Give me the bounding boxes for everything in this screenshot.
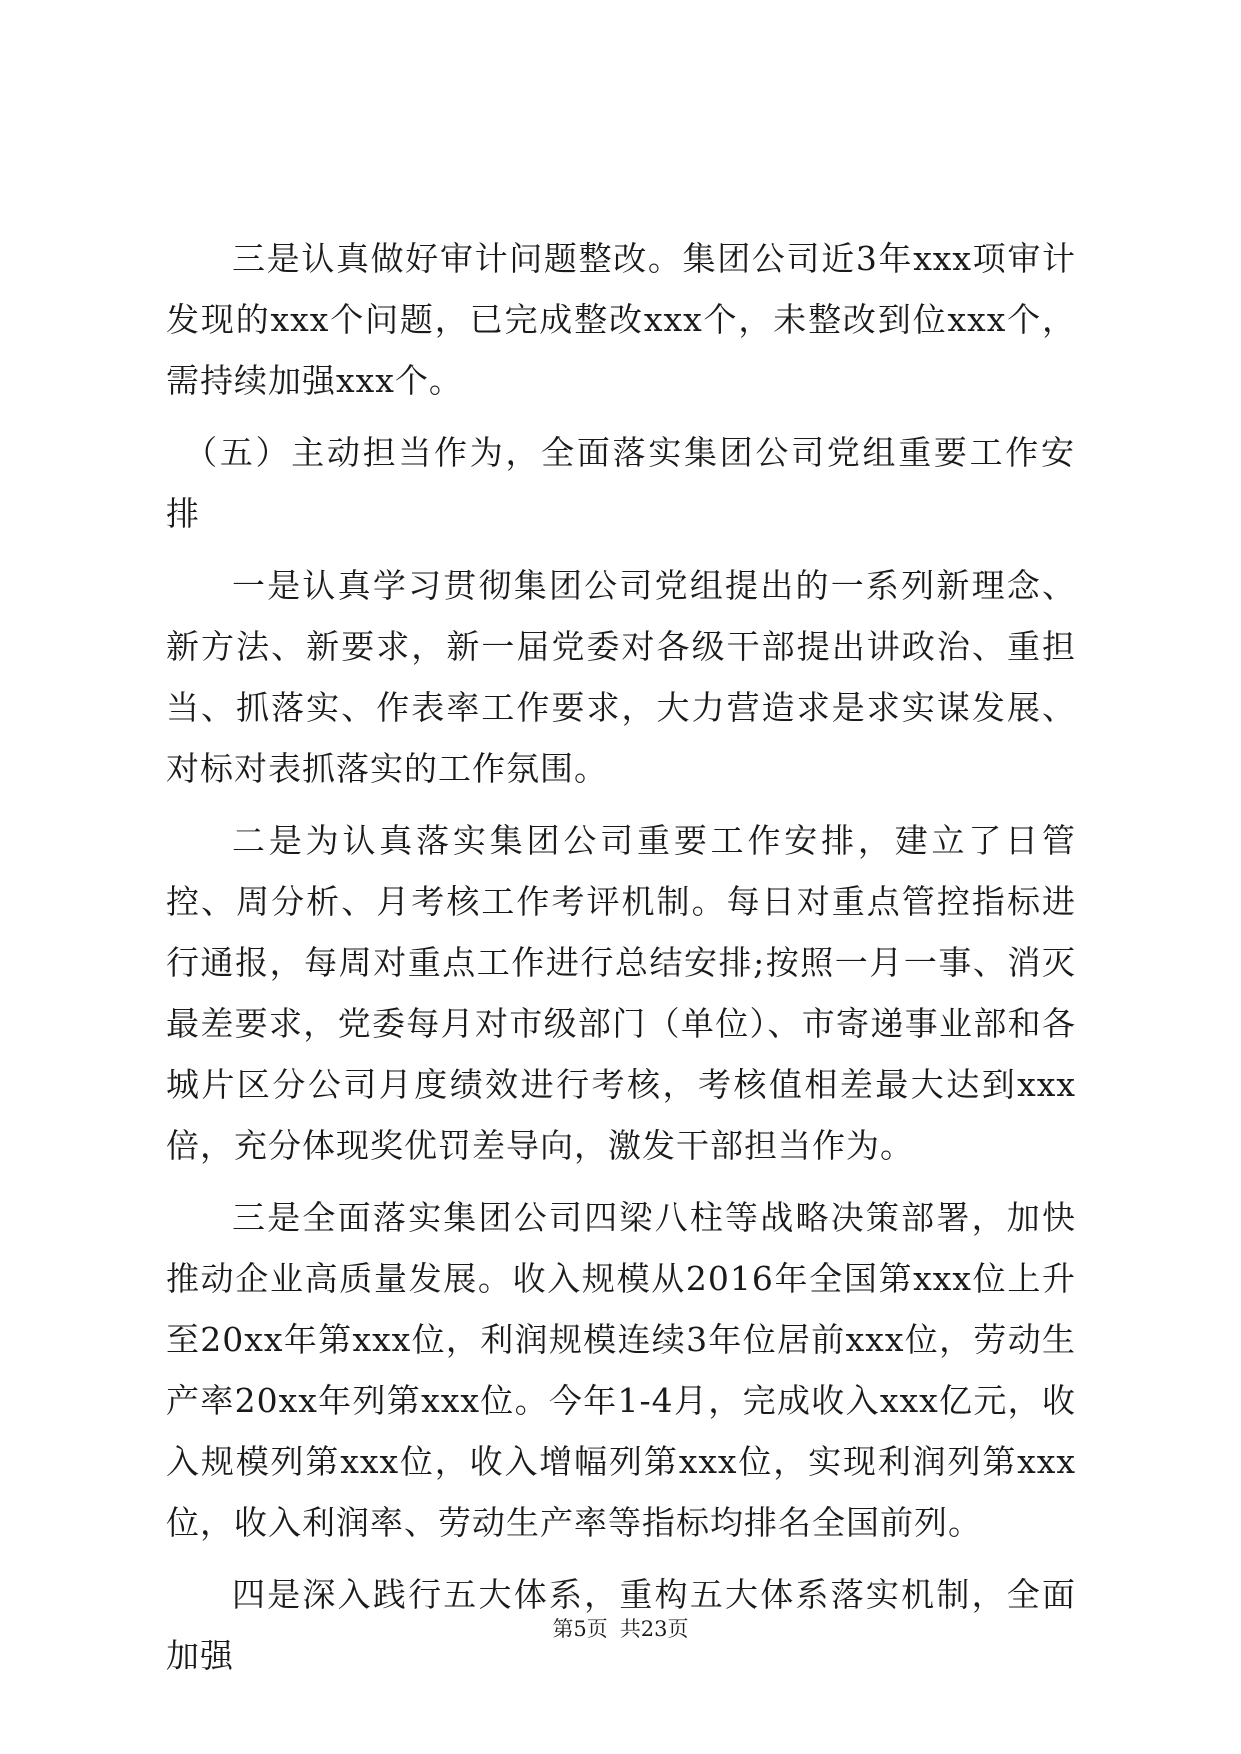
paragraph-item-one: 一是认真学习贯彻集团公司党组提出的一系列新理念、新方法、新要求，新一届党委对各级干部提出讲政治、重担当、抓落实、作表率工作要求，大力营造求是求实谋发展、对标对表抓落实的工作氛围。 bbox=[166, 566, 1076, 788]
document-body bbox=[166, 228, 1076, 1686]
section-heading-five: （五）主动担当作为，全面落实集团公司党组重要工作安排 bbox=[166, 433, 1076, 533]
paragraph-item-three: 三是全面落实集团公司四梁八柱等战略决策部署，加快推动企业高质量发展。收入规模从2016年全国第xxx位上升至20xx年第xxx位，利润规模连续3年位居前xxx位，劳动生产率20xx年列第xxx位。今年1-4月，完成收入xxx亿元，收入规模列第xxx位，收入增幅列第xxx位，实现利润列第xxx位，收入利润率、劳动生产率等指标均排名全国前列。 bbox=[166, 1198, 1076, 1542]
paragraph-audit-rectification: 三是认真做好审计问题整改。集团公司近3年xxx项审计发现的xxx个问题，已完成整改xxx个，未整改到位xxx个，需持续加强xxx个。 bbox=[166, 239, 1076, 400]
page-total: 共23页 bbox=[619, 1617, 689, 1641]
paragraph-item-four: 四是深入践行五大体系，重构五大体系落实机制，全面加强 bbox=[166, 1575, 1076, 1675]
page-footer bbox=[0, 1614, 1241, 1644]
paragraph-item-two: 二是为认真落实集团公司重要工作安排，建立了日管控、周分析、月考核工作考评机制。每日对重点管控指标进行通报，每周对重点工作进行总结安排;按照一月一事、消灭最差要求，党委每月对市级部门（单位）、市寄递事业部和各城片区分公司月度绩效进行考核，考核值相差最大达到xxx倍，充分体现奖优罚差导向，激发干部担当作为。 bbox=[166, 821, 1076, 1165]
page-number: 第5页 bbox=[552, 1617, 608, 1641]
